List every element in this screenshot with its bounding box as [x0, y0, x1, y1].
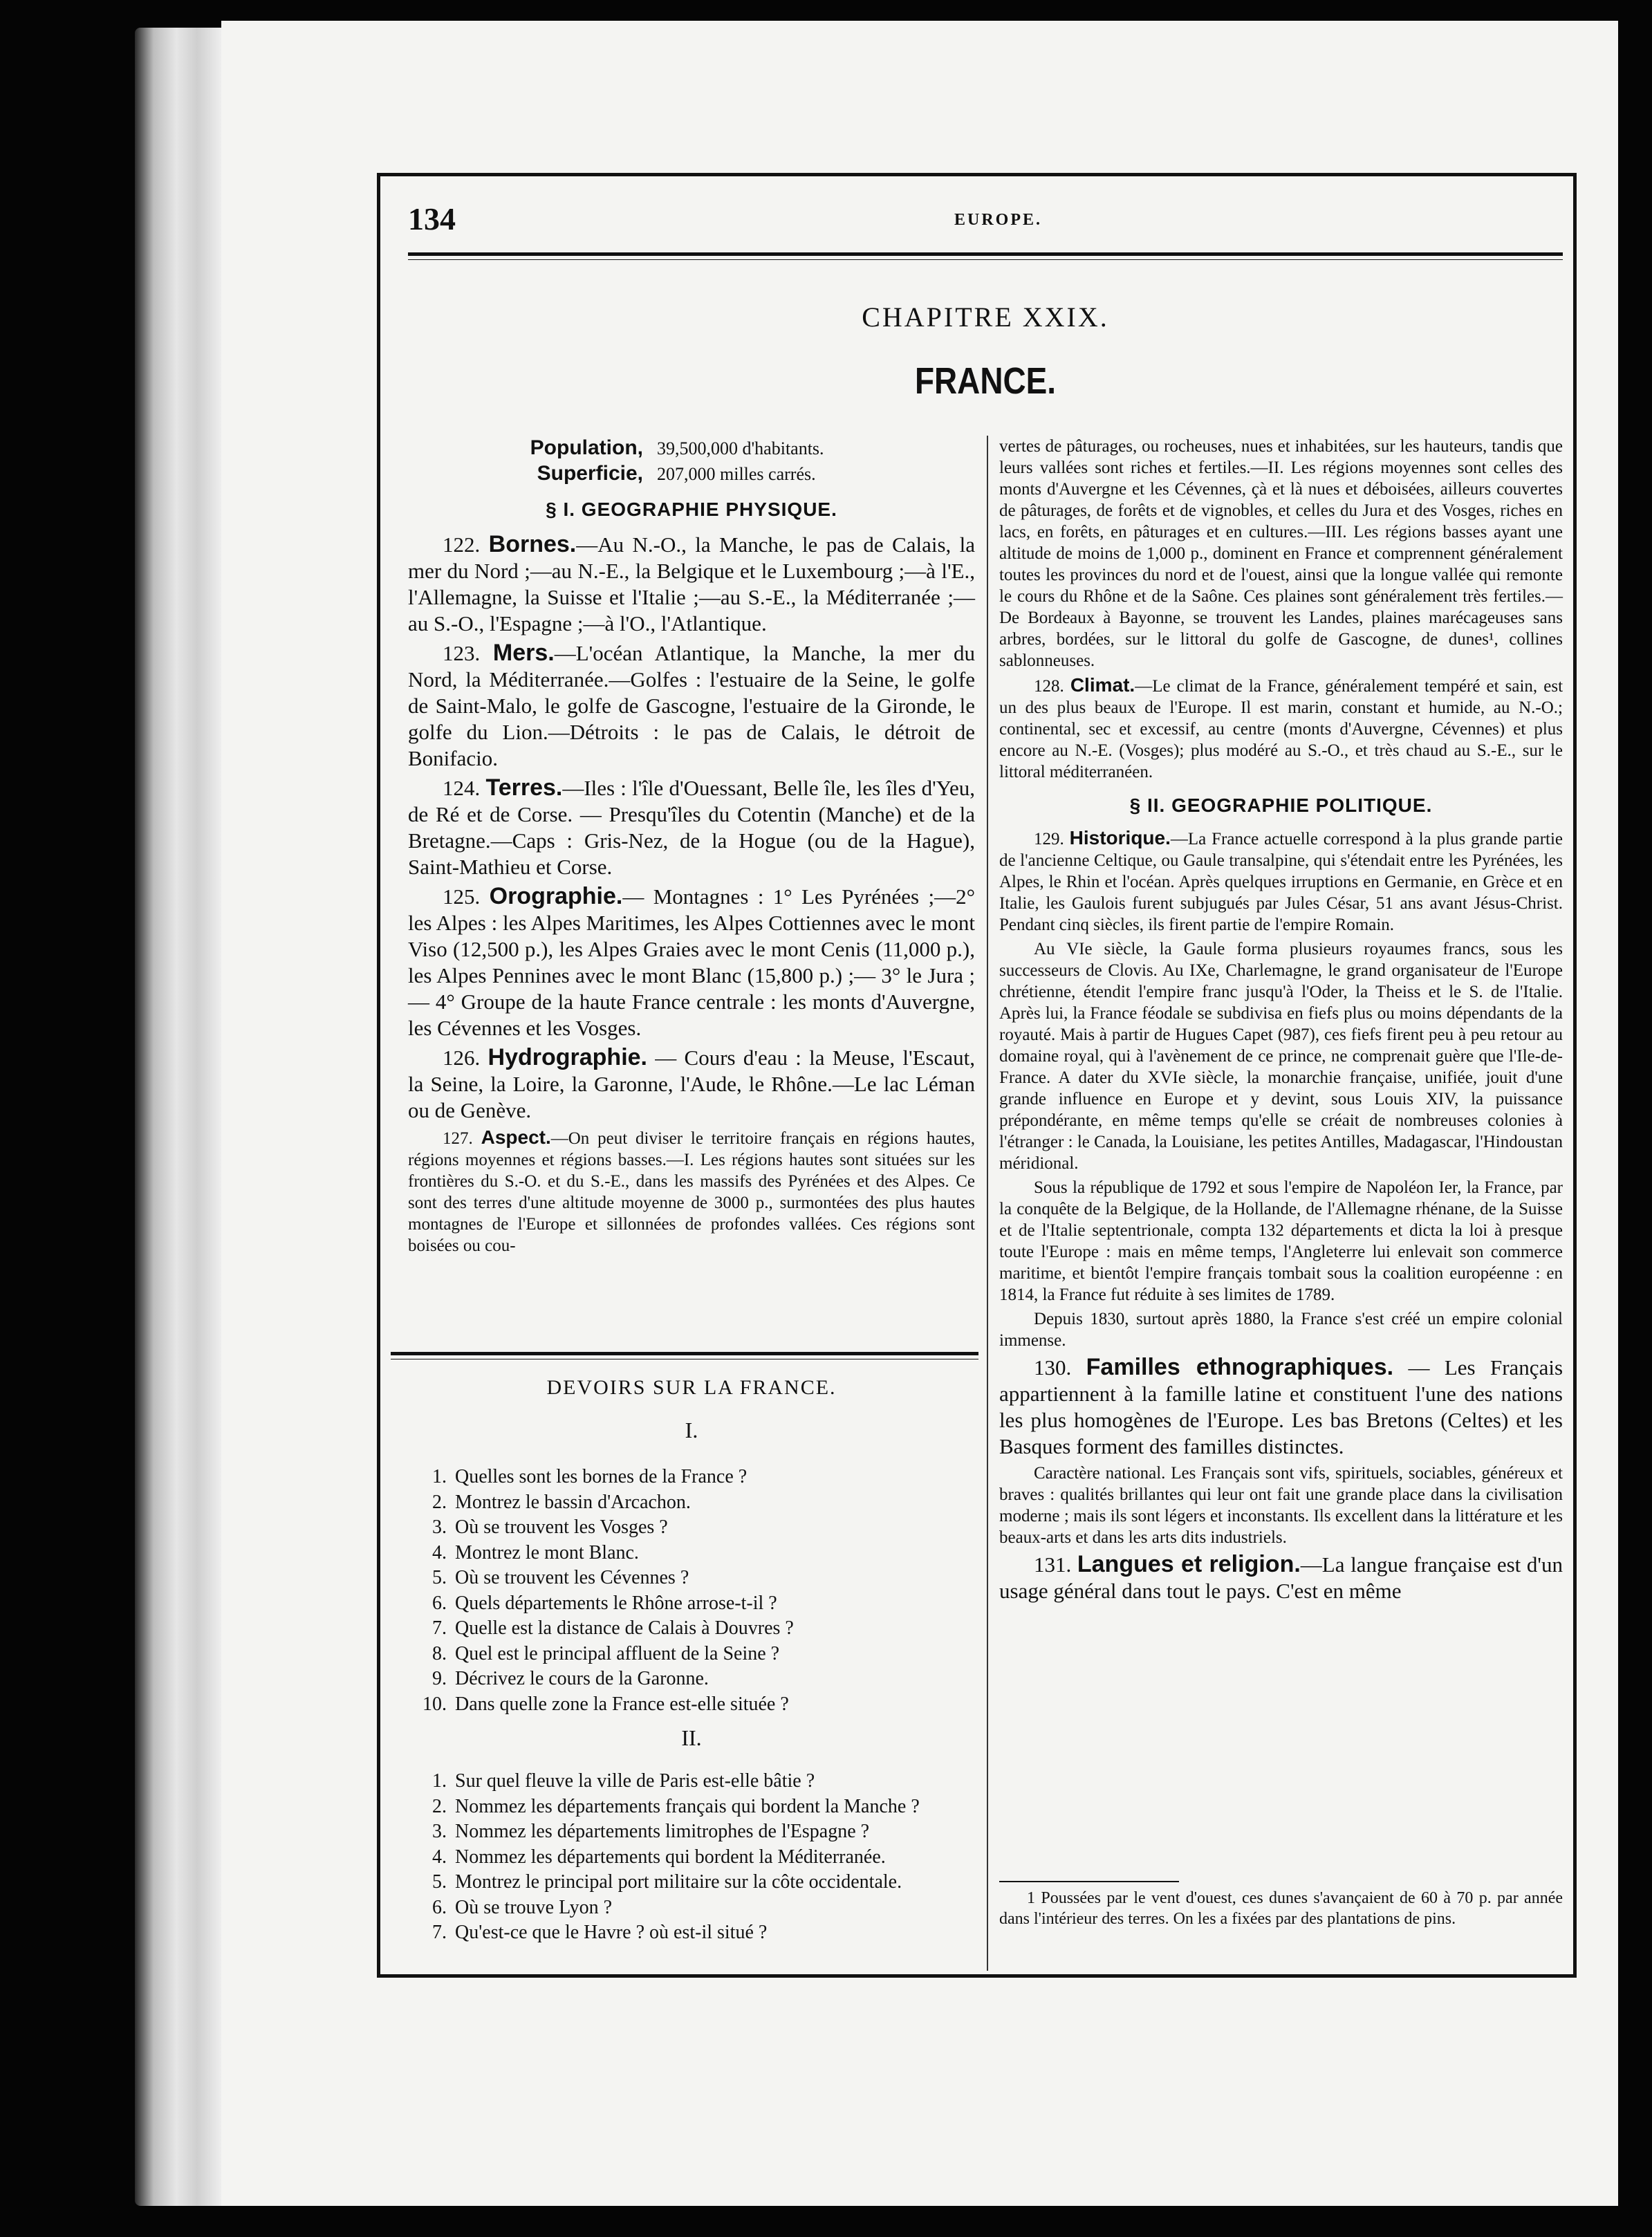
paragraph-keyword: Langues et religion.: [1077, 1551, 1301, 1577]
question-number: 6.: [432, 1896, 447, 1918]
question-number: 6.: [432, 1592, 447, 1614]
question-number: 5.: [432, 1871, 447, 1893]
question-number: 2.: [432, 1795, 447, 1817]
question-item: [408, 1642, 975, 1667]
question-text: Montrez le mont Blanc.: [455, 1541, 639, 1563]
head-rule: [408, 252, 1563, 256]
stat-superficie: [408, 461, 975, 487]
paragraph-number: 128.: [1034, 677, 1064, 696]
question-number: 5.: [432, 1567, 447, 1588]
paragraph-keyword: Orographie.: [489, 883, 623, 909]
question-number: 1.: [432, 1770, 447, 1792]
paragraph-keyword: Mers.: [492, 640, 555, 666]
question-text: Où se trouvent les Cévennes ?: [455, 1567, 689, 1588]
devoirs-rule: [391, 1352, 978, 1355]
paragraph-number: 125.: [443, 884, 481, 909]
paragraph-number: 130.: [1034, 1355, 1072, 1380]
question-text: Quelles sont les bornes de la France ?: [455, 1466, 748, 1487]
paragraph-keyword: Historique.: [1069, 827, 1171, 848]
question-text: Montrez le principal port militaire sur la côte occidentale.: [455, 1871, 902, 1893]
page-number: 134: [408, 201, 456, 236]
paragraph-text: —La langue française est d'un usage général dans tout le pays. C'est en même: [999, 1552, 1563, 1603]
devoirs-part1-list: [408, 1465, 975, 1717]
paragraph-langues: [999, 1551, 1563, 1604]
paragraph-keyword: Aspect.: [481, 1126, 551, 1148]
left-column: [408, 436, 975, 1259]
question-number: 2.: [432, 1491, 447, 1513]
question-number: 10.: [423, 1693, 447, 1715]
question-item: [408, 1920, 975, 1946]
question-item: [408, 1895, 975, 1921]
paragraph-keyword: Terres.: [485, 774, 563, 801]
stats-block: [408, 436, 975, 487]
devoirs-part2-label: II.: [681, 1725, 702, 1750]
paragraph-aspect-continued: vertes de pâturages, ou rocheuses, nues et inhabitées, sur les hauteurs, tandis que leurs vallées sont riches et fertiles.—II. Les régions moyennes sont celles des monts d'Auvergne et les Cévennes, çà et là nues et déboisées, ailleurs couvertes de pâturages, de forêts et de vignobles, et celles du Jura et des Vosges, riches en lacs, en forêts, en pâturages et en cultures.—III. Les régions basses ayant une altitude de moins de 1,000 p., dominent en France et comprennent généralement toutes les provinces du nord et de l'ouest, ainsi que la longue vallée qui remonte le cours du Rhône et de la Saône. Ces plaines sont généralement très fertiles.—De Bordeaux à Bayonne, se trouvent les Landes, plaines marécageuses sans arbres, bordées, sur le littoral du golfe de Gascogne, de dunes¹, collines sablonneuses.: [999, 437, 1563, 670]
question-item: [408, 1794, 975, 1820]
paragraph-mers: [408, 640, 975, 772]
footnote-text: 1 Poussées par le vent d'ouest, ces dunes s'avançaient de 60 à 70 p. par année dans l'intérieur des terres. On les a fixées par des plantations de pins.: [999, 1889, 1563, 1928]
paragraph-number: 126.: [443, 1046, 481, 1070]
question-number: 4.: [432, 1541, 447, 1563]
footnote-rule: [999, 1881, 1179, 1882]
question-number: 4.: [432, 1846, 447, 1868]
stat-value: 39,500,000 d'habitants.: [657, 438, 824, 458]
chapter-subject: FRANCE.: [915, 360, 1056, 402]
paragraph-text: —L'océan Atlantique, la Manche, la mer du Nord, la Méditerranée.—Golfes : l'estuaire de la Seine, le golfe de Saint-Malo, le golfe de Gascogne, l'estuaire de la Gironde, le golfe du Lion.—Détroits : le pas de Calais, le détroit de Bonifacio.: [408, 641, 975, 770]
stat-value: 207,000 milles carrés.: [657, 464, 816, 484]
paragraph-keyword: Climat.: [1070, 674, 1135, 696]
paragraph-number: 124.: [443, 776, 481, 800]
paragraph-text: —On peut diviser le territoire français en régions hautes, régions moyennes et régions basses.—I. Les régions hautes sont situées sur les frontières du S.-O. et du S.-E., dans les massifs des Pyrénées et des Alpes. Ce sont des terres d'une altitude moyenne de 3000 p., surmontées des plus hautes montagnes de l'Europe et sillonnées de profondes vallées. Ces régions sont boisées ou cou-: [408, 1129, 975, 1255]
stat-label: Superficie,: [537, 462, 643, 485]
question-text: Nommez les départements limitrophes de l'Espagne ?: [455, 1821, 870, 1842]
head-rule-thin: [408, 259, 1563, 260]
question-item: [408, 1515, 975, 1541]
section-heading-physique: § I. GEOGRAPHIE PHYSIQUE.: [546, 499, 837, 520]
question-item: [408, 1490, 975, 1516]
paragraph-number: 129.: [1034, 830, 1064, 848]
question-text: Quel est le principal affluent de la Seine ?: [455, 1642, 780, 1664]
paragraph-familles: [999, 1354, 1563, 1460]
paragraph-number: 123.: [443, 641, 481, 665]
question-number: 9.: [432, 1668, 447, 1689]
question-text: Nommez les départements français qui bordent la Manche ?: [455, 1795, 920, 1817]
paragraph-caractere: Caractère national. Les Français sont vifs, spirituels, sociables, généreux et braves : qualités brillantes qui leur ont fait une grande place dans la civilisation moderne ; mais ils sont légers et inconstants. Ils excellent dans la littérature et les beaux-arts et dans les arts dits industriels.: [999, 1464, 1563, 1547]
paragraph-terres: [408, 774, 975, 880]
question-text: Quelle est la distance de Calais à Douvres ?: [455, 1617, 794, 1639]
paragraph-number: 127.: [443, 1129, 473, 1148]
running-head: EUROPE.: [954, 211, 1043, 229]
question-item: [408, 1465, 975, 1490]
paragraph-text: — Les Français appartiennent à la famille latine et constituent l'une des nations les plus homogènes de l'Europe. Les bas Bretons (Celtes) et les Basques forment des familles distinctes.: [999, 1355, 1563, 1458]
question-item: [408, 1870, 975, 1895]
question-text: Dans quelle zone la France est-elle située ?: [455, 1693, 789, 1715]
paragraph-historique: [999, 827, 1563, 936]
paragraph-text: — Montagnes : 1° Les Pyrénées ;—2° les Alpes : les Alpes Maritimes, les Alpes Cottiennes avec le mont Viso (12,500 p.), les Alpes Graies avec le mont Cenis (11,000 p.), les Alpes Pennines avec le mont Blanc (15,800 p.) ;— 3° le Jura ;— 4° Groupe de la haute France centrale : les monts d'Auvergne, les Cévennes et les Vosges.: [408, 884, 975, 1040]
question-item: [408, 1616, 975, 1642]
footnote: [999, 1888, 1563, 1932]
question-text: Montrez le bassin d'Arcachon.: [455, 1491, 691, 1513]
question-item: [408, 1541, 975, 1566]
question-number: 8.: [432, 1642, 447, 1664]
paragraph-history-2: Sous la république de 1792 et sous l'empire de Napoléon Ier, la France, par la conquête de la Belgique, de la Hollande, de l'Allemagne rhénane, de la Suisse et de l'Italie septentrionale, compta 132 départements et dicta la loi à presque toute l'Europe : mais en même temps, l'Angleterre lui enlevait son commerce maritime, et bientôt l'empire français tombait sous la coalition européenne : en 1814, la France fut réduite à ses limites de 1789.: [999, 1178, 1563, 1304]
question-item: [408, 1692, 975, 1718]
question-item: [408, 1769, 975, 1794]
paragraph-keyword: Familles ethnographiques.: [1086, 1354, 1394, 1380]
question-text: Sur quel fleuve la ville de Paris est-elle bâtie ?: [455, 1770, 815, 1792]
devoirs-title: DEVOIRS SUR LA FRANCE.: [546, 1376, 837, 1399]
right-column: [999, 436, 1563, 1607]
stat-population: [408, 436, 975, 461]
question-number: 1.: [432, 1466, 447, 1487]
question-number: 7.: [432, 1617, 447, 1639]
question-number: 7.: [432, 1922, 447, 1943]
devoirs-part2-list: [408, 1769, 975, 1946]
paragraph-history-3: Depuis 1830, surtout après 1880, la France s'est créé un empire colonial immense.: [999, 1310, 1563, 1350]
paragraph-history-1: Au VIe siècle, la Gaule forma plusieurs royaumes francs, sous les successeurs de Clovis. Au IXe, Charlemagne, le grand organisateur de l'Europe chrétienne, étendit l'empire franc jusqu'à l'Oder, la Theiss et le S. de l'Italie. Après lui, la France féodale se subdivisa en fiefs plus ou moins dépendants de la royauté. Mais à partir de Hugues Capet (987), ces fiefs firent peu à peu retour au domaine royal, qui à l'avènement de ce prince, ne comprenait guère que l'Ile-de-France. A dater du XVIe siècle, la monarchie française, unifiée, jouit d'une grande influence en Europe et y devint, sous Louis XIV, la puissance prépondérante, en même temps qu'elle se créait de nombreuses colonies à l'étranger : le Canada, la Louisiane, les petites Antilles, Madagascar, l'Hindoustan méridional.: [999, 940, 1563, 1173]
paragraph-text: —Le climat de la France, généralement tempéré et sain, est un des plus beaux de l'Europe. Il est marin, constant et humide, au N.-O.; continental, sec et excessif, au centre (monts d'Auvergne, Cévennes) et plus encore au N.-E. (Vosges); plus modéré au S.-O., et très chaud au S.-E., sur le littoral méditerranéen.: [999, 677, 1563, 781]
paragraph-climat: [999, 674, 1563, 783]
paragraph-orographie: [408, 883, 975, 1041]
question-text: Qu'est-ce que le Havre ? où est-il situé ?: [455, 1922, 768, 1943]
section-heading-politique: § II. GEOGRAPHIE POLITIQUE.: [1129, 795, 1433, 816]
column-divider: [987, 436, 988, 1971]
paragraph-number: 131.: [1034, 1552, 1072, 1577]
paragraph-bornes: [408, 531, 975, 637]
paragraph-aspect: [408, 1126, 975, 1256]
paragraph-text: —Au N.-O., la Manche, le pas de Calais, la mer du Nord ;—au N.-E., la Belgique et le Luxembourg ;—à l'E., l'Allemagne, la Suisse et l'Italie ;—au S.-E., la Méditerranée ;—au S.-O., l'Espagne ;—à l'O., l'Atlantique.: [408, 532, 976, 635]
question-text: Nommez les départements qui bordent la Méditerranée.: [455, 1846, 886, 1868]
paragraph-text: —Iles : l'île d'Ouessant, Belle île, les îles d'Yeu, de Ré et de Corse. — Presqu'îles du Cotentin (Manche) et de la Bretagne.—Caps : Gris-Nez, de la Hogue (ou de la Hague), Saint-Mathieu et Corse.: [408, 776, 975, 879]
question-number: 3.: [432, 1821, 447, 1842]
chapter-title: CHAPITRE XXIX.: [862, 301, 1109, 333]
paragraph-text: — Cours d'eau : la Meuse, l'Escaut, la Seine, la Loire, la Garonne, l'Aude, le Rhône.—Le lac Léman ou de Genève.: [408, 1046, 975, 1122]
question-item: [408, 1819, 975, 1845]
paragraph-number: 122.: [443, 532, 481, 557]
devoirs-part1-label: I.: [685, 1418, 698, 1442]
paragraph-keyword: Bornes.: [488, 531, 577, 557]
question-number: 3.: [432, 1516, 447, 1538]
question-item: [408, 1591, 975, 1617]
question-text: Où se trouve Lyon ?: [455, 1896, 613, 1918]
question-text: Où se trouvent les Vosges ?: [455, 1516, 668, 1538]
question-item: [408, 1566, 975, 1591]
stat-label: Population,: [530, 436, 643, 459]
question-item: [408, 1845, 975, 1871]
paragraph-text: —La France actuelle correspond à la plus grande partie de l'ancienne Celtique, ou Gaule transalpine, qui s'étendait entre les Pyrénées, les Alpes, le Rhin et l'océan. Après quelques irruptions en Germanie, en Grèce et en Italie, les Gaulois furent subjugués par Jules César, 51 ans avant Jésus-Christ. Pendant cinq siècles, ils firent partie de l'empire Romain.: [999, 830, 1563, 934]
paragraph-hydrographie: [408, 1044, 975, 1124]
paragraph-keyword: Hydrographie.: [488, 1044, 647, 1070]
question-text: Décrivez le cours de la Garonne.: [455, 1668, 709, 1689]
question-item: [408, 1667, 975, 1692]
question-text: Quels départements le Rhône arrose-t-il ?: [455, 1592, 777, 1614]
